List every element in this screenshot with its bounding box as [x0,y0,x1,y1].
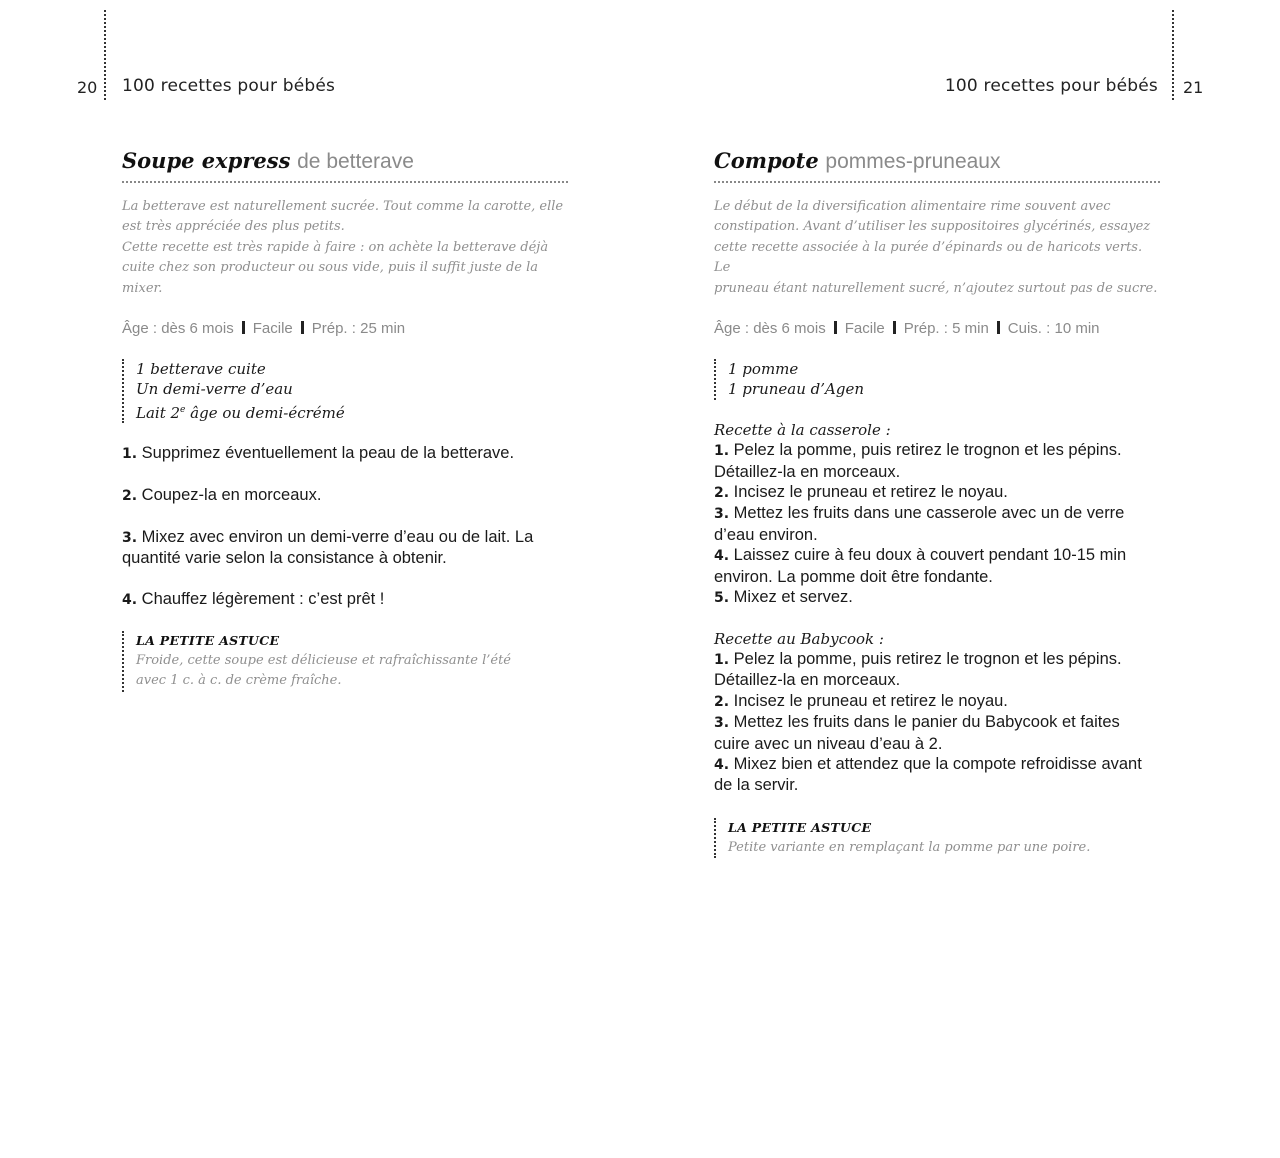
step-number: 3. [714,715,730,732]
step [122,527,568,569]
tip-line: Froide, cette soupe est délicieuse et rafraîchissante l’été [136,652,511,668]
step-number: 3. [122,529,138,546]
page-number: 20 [77,78,98,97]
tip-line: Petite variante en remplaçant la pomme par une poire. [728,839,1091,855]
step [122,485,568,506]
meta-separator [893,321,896,334]
meta-age: Âge : dès 6 mois [122,320,234,338]
casserole-title: Recette à la casserole : [714,420,891,439]
meta-separator [834,321,837,334]
step-text: Mixez bien et attendez que la compote refroidisse avant de la servir. [714,754,1142,795]
step [122,443,568,464]
steps-list [122,443,568,610]
step-text: Incisez le pruneau et retirez le noyau. [733,483,1008,502]
step [714,712,1160,754]
recipe-title-bold: Soupe express [122,148,291,173]
step-text: Pelez la pomme, puis retirez le trognon et les pépins. Détaillez-la en morceaux. [714,649,1122,690]
step-text: Incisez le pruneau et retirez le noyau. [733,691,1008,710]
step [714,545,1160,587]
recipe-compote [714,148,1160,858]
step-number: 2. [714,693,730,710]
casserole-steps [714,440,1160,608]
meta-cook: Cuis. : 10 min [1007,320,1100,338]
meta-difficulty: Facile [252,320,293,338]
intro-line: Le début de la diversification alimentaire rime souvent avec [714,199,1111,214]
intro-line: cette recette associée à la purée d’épinards ou de haricots verts. Le [714,239,1143,276]
babycook-title: Recette au Babycook : [714,629,884,648]
step [714,503,1160,545]
ingredient-item: Un demi-verre d’eau [136,380,293,399]
tip-title: LA PETITE ASTUCE [728,819,872,835]
step-number: 1. [122,446,138,463]
meta-age: Âge : dès 6 mois [714,320,826,338]
right-page [640,0,1280,1158]
tip-box [714,818,1160,858]
recipe-title-light: pommes-pruneaux [825,150,1001,173]
tip-line: avec 1 c. à c. de crème fraîche. [136,673,342,689]
ingredient-item: 1 pruneau d’Agen [728,380,864,399]
running-head: 100 recettes pour bébés [944,76,1158,96]
step [714,649,1160,691]
intro-line: mixer. [122,280,163,296]
recipe-intro [714,197,1160,299]
step-number: 4. [714,548,730,565]
step-text: Coupez-la en morceaux. [141,486,322,505]
ingredient-text: Lait 2 [136,403,181,422]
tip-text [136,651,568,692]
recipe-title-light: de betterave [297,150,414,173]
step-number: 2. [122,488,138,505]
step-number: 3. [714,506,730,523]
step-text: Mixez et servez. [733,588,853,607]
step-number: 1. [714,651,730,668]
recipe-title-bold: Compote [714,148,819,173]
step-number: 2. [714,485,730,502]
intro-line: constipation. Avant d’utiliser les suppositoires glycérinés, essayez [714,219,1151,235]
step-number: 4. [714,756,730,773]
intro-line: est très appréciée des plus petits. [122,219,345,235]
ingredients-list [122,359,568,423]
meta-difficulty: Facile [844,320,885,338]
intro-line: Cette recette est très rapide à faire : on achète la betterave déjà [122,239,549,255]
header-dotted-rule [1172,10,1174,100]
step-text: Chauffez légèrement : c’est prêt ! [141,590,385,609]
step-number: 4. [122,592,138,609]
page-number: 21 [1183,78,1204,97]
recipe-soupe [122,148,568,692]
running-head: 100 recettes pour bébés [122,76,336,96]
step-text: Supprimez éventuellement la peau de la betterave. [141,444,515,463]
meta-separator [242,321,245,334]
step-text: Laissez cuire à feu doux à couvert pendant 10-15 min environ. La pomme doit être fondante. [714,546,1127,586]
header-dotted-rule [104,10,106,100]
recipe-meta [714,319,1160,339]
intro-line: pruneau étant naturellement sucré, n’ajoutez surtout pas de sucre. [714,280,1158,296]
ingredient-superscript: e [180,404,186,415]
recipe-title [714,148,1160,183]
step [714,691,1160,712]
ingredient-item [136,400,568,423]
step-text: Mettez les fruits dans une casserole avec un de verre d’eau environ. [714,504,1125,544]
step-text: Pelez la pomme, puis retirez le trognon et les pépins. Détaillez-la en morceaux. [714,441,1122,481]
step-text: Mixez avec environ un demi-verre d’eau ou de lait. La quantité varie selon la consistance à obtenir. [122,527,534,568]
step-number: 1. [714,443,730,460]
step [714,440,1160,482]
step [714,587,1160,608]
meta-prep: Prép. : 5 min [903,320,989,338]
meta-separator [997,321,1000,334]
intro-line: cuite chez son producteur ou sous vide, puis il suffit juste de la [122,260,539,276]
ingredient-item: 1 betterave cuite [136,360,266,379]
step [714,482,1160,503]
meta-prep: Prép. : 25 min [311,320,406,338]
recipe-title [122,148,568,183]
step-text: Mettez les fruits dans le panier du Babycook et faites cuire avec un niveau d’eau à 2. [714,713,1120,753]
ingredient-text: âge ou demi-écrémé [185,403,345,422]
babycook-steps [714,649,1160,796]
intro-line: La betterave est naturellement sucrée. Tout comme la carotte, elle [122,199,564,214]
tip-title: LA PETITE ASTUCE [136,632,280,648]
recipe-intro [122,197,568,299]
step-number: 5. [714,590,730,607]
tip-text [728,838,1160,858]
step [122,589,568,610]
step [714,754,1160,796]
recipe-meta [122,319,568,339]
ingredient-item: 1 pomme [728,360,799,379]
meta-separator [301,321,304,334]
tip-box [122,631,568,692]
ingredients-list [714,359,1160,400]
